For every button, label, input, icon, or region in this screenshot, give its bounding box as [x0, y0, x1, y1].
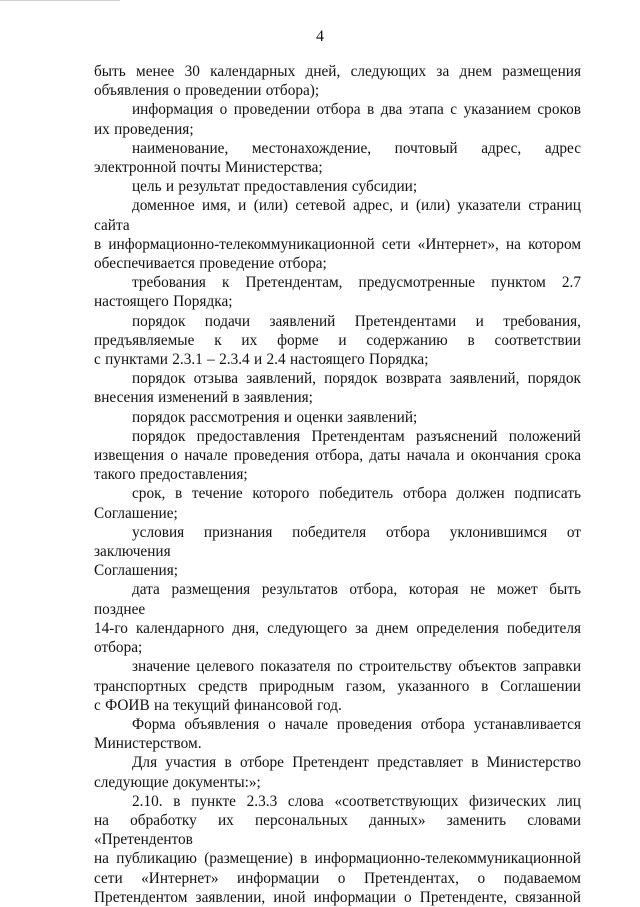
text-line: доменное имя, и (или) сетевой адрес, и (или) указатели страниц сайта [94, 197, 581, 234]
text-line: информация о проведении отбора в два этапа с указанием сроков [132, 101, 581, 119]
text-line: внесения изменений в заявления; [94, 389, 313, 407]
text-line: дата размещения результатов отбора, которая не может быть позднее [94, 581, 581, 618]
text-line: быть менее 30 календарных дней, следующих за днем размещения [94, 63, 581, 80]
text-line: Министерством. [94, 735, 202, 753]
text-line: порядок подачи заявлений Претендентами и требования, [132, 312, 581, 330]
text-line: порядок рассмотрения и оценки заявлений; [132, 408, 418, 426]
text-line: сети «Интернет» информации о Претендентах, о подаваемом [94, 869, 581, 887]
text-line: цель и результат предоставления субсидии; [132, 178, 418, 196]
text-line: объявления о проведении отбора); [94, 82, 320, 100]
page-number: 4 [316, 28, 324, 45]
text-line: условия признания победителя отбора уклонившимся от заключения [94, 523, 581, 561]
text-line: на публикацию (размещение) в информационно-телекоммуникационной [94, 850, 581, 868]
text-line: наименование, местонахождение, почтовый адрес, адрес [132, 139, 581, 157]
text-line: Соглашение; [94, 504, 178, 522]
text-line: настоящего Порядка; [94, 293, 233, 311]
text-line: срок, в течение которого победитель отбора должен подписать [132, 485, 581, 503]
text-line: обеспечивается проведение отбора; [94, 255, 327, 273]
document-body [94, 62, 581, 907]
text-line: 14-го календарного дня, следующего за днем определения победителя [94, 619, 581, 637]
text-line: с пунктами 2.3.1 – 2.3.4 и 2.4 настоящего Порядка; [94, 351, 429, 369]
text-line: порядок предоставления Претендентам разъяснений положений [132, 427, 581, 445]
text-line: следующие документы:»; [94, 773, 261, 791]
text-line: порядок отзыва заявлений, порядок возврата заявлений, порядок [132, 370, 581, 388]
text-line: в информационно-телекоммуникационной сети «Интернет», на котором [94, 235, 581, 253]
scan-edge-line [0, 0, 120, 1]
text-line: отбора; [94, 639, 143, 657]
text-line: 2.10. в пункте 2.3.3 слова «соответствующих физических лиц [132, 792, 581, 810]
text-line: значение целевого показателя по строительству объектов заправки [132, 658, 581, 676]
text-line: их проведения; [94, 120, 194, 138]
text-line: такого предоставления; [94, 466, 248, 484]
text-line: транспортных средств природным газом, указанного в Соглашении [94, 677, 581, 695]
text-line: извещения о начале проведения отбора, даты начала и окончания срока [94, 447, 581, 465]
text-line: электронной почты Министерства; [94, 159, 323, 177]
text-line: Претендентом заявлении, иной информации о Претенденте, связанной [94, 888, 581, 906]
text-line: Форма объявления о начале проведения отбора устанавливается [132, 715, 581, 733]
text-line: Для участия в отборе Претендент представляет в Министерство [132, 754, 581, 772]
text-line: с ФОИВ на текущий финансовой год. [94, 696, 342, 714]
text-line: Соглашения; [94, 562, 178, 580]
text-line: требования к Претендентам, предусмотренные пунктом 2.7 [132, 274, 581, 292]
text-line: на обработку их персональных данных» заменить словами «Претендентов [94, 811, 581, 849]
text-line: предъявляемые к их форме и содержанию в соответствии [94, 331, 581, 349]
